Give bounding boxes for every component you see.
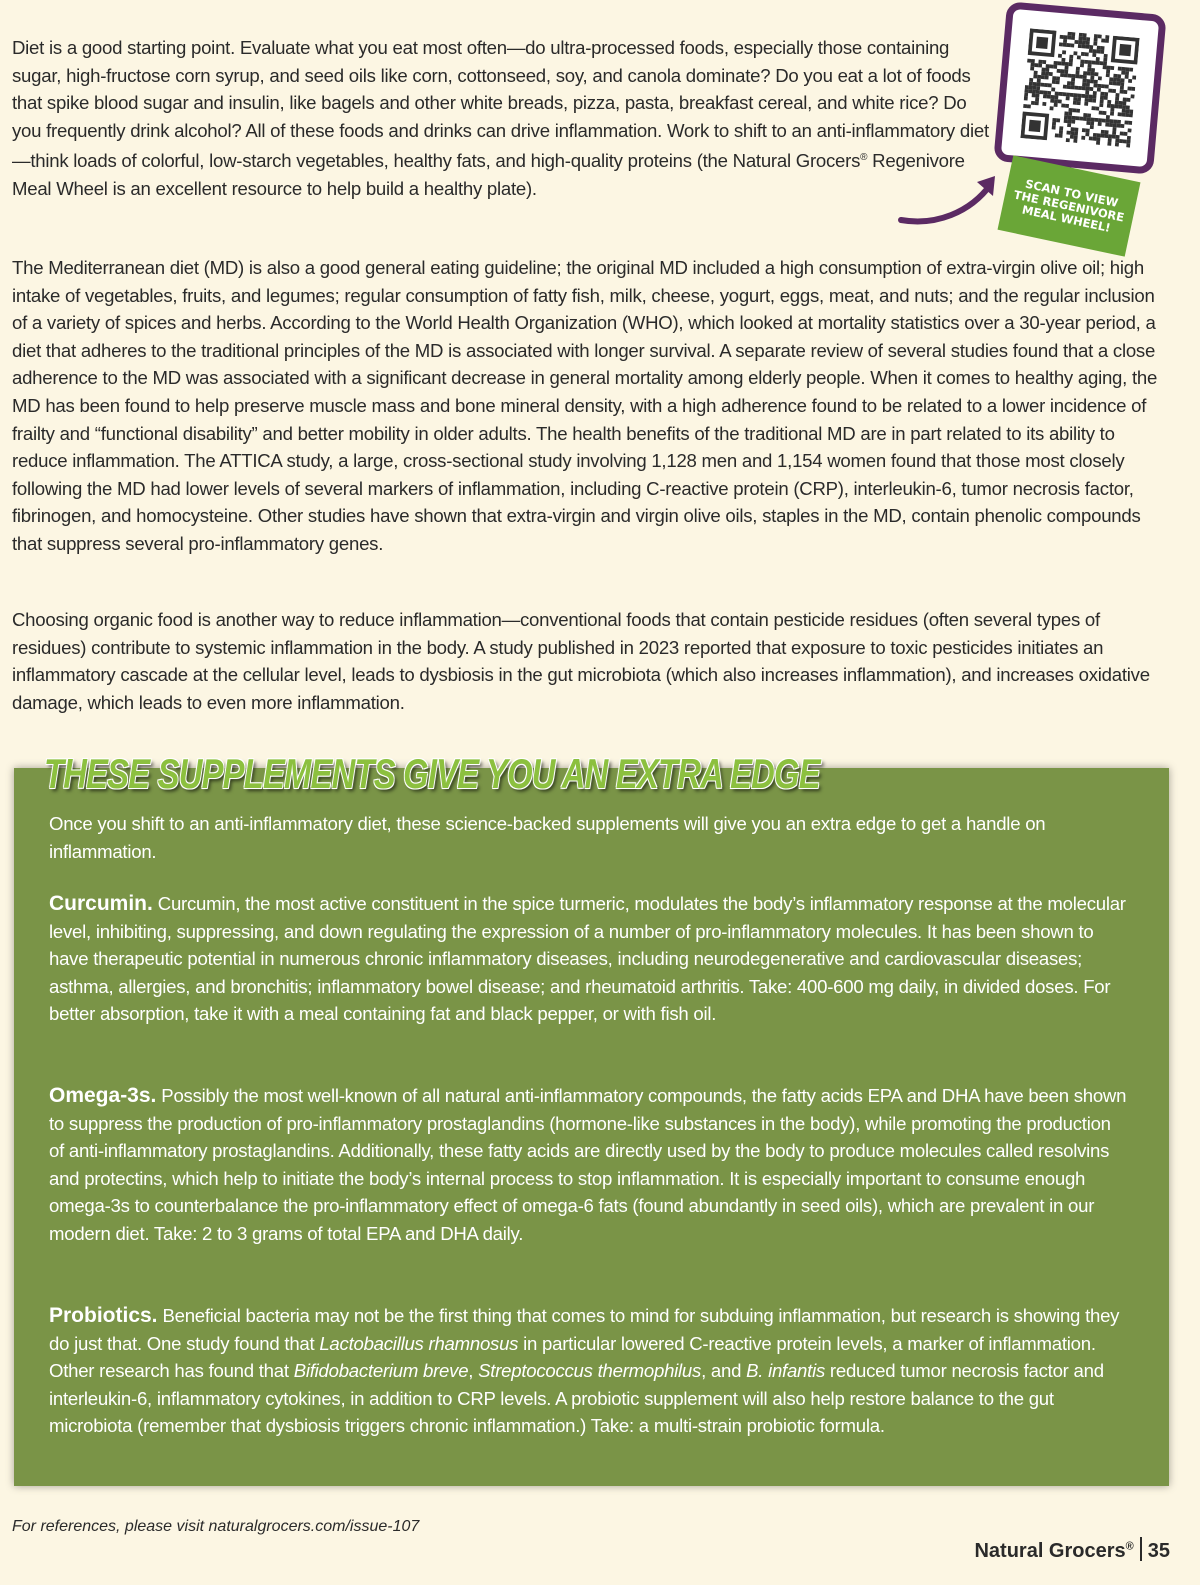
omega3-heading: Omega-3s.	[49, 1084, 157, 1107]
text-run: in particular lowered C-reactive protein levels, a marker of inflammation. Other research has found that	[49, 1332, 1096, 1382]
intro-paragraph	[12, 34, 997, 203]
text-run: reduced tumor necrosis factor and interleukin-6, inflammatory cytokines, in addition to CRP levels. A probiotic supplement will also help restore balance to the gut microbiota (remember that dysbiosis triggers chronic inflammation.) Take: a multi-strain probiotic formula.	[49, 1360, 1104, 1437]
species-name: Bifidobacterium breve	[293, 1360, 469, 1382]
mediterranean-paragraph: The Mediterranean diet (MD) is also a good general eating guideline; the original MD included a high consumption of extra-virgin olive oil; high intake of vegetables, fruits, and legumes; regular consumption of fatty fish, milk, cheese, yogurt, eggs, meat, and nuts; and the regular inclusion of a variety of spices and herbs. According to the World Health Organization (WHO), which looked at mortality statistics over a 30-year period, a diet that adheres to the traditional principles of the MD is associated with longer survival. A separate review of several studies found that a close adherence to the MD was associated with a significant decrease in general mortality among elderly people. When it comes to healthy aging, the MD has been found to help preserve muscle mass and bone mineral density, with a high adherence found to be related to a lower incidence of frailty and “functional disability” and better mobility in older adults. The health benefits of the traditional MD are in part related to its ability to reduce inflammation. The ATTICA study, a large, cross-sectional study involving 1,128 men and 1,154 women found that those most closely following the MD had lower levels of several markers of inflammation, including C-reactive protein (CRP), interleukin-6, tumor necrosis factor, fibrinogen, and homocysteine. Other studies have shown that extra-virgin and virgin olive oils, staples in the MD, contain phenolic compounds that suppress several pro-inflammatory genes.	[12, 257, 1158, 554]
text-run: ,	[468, 1360, 479, 1382]
curved-arrow-icon	[895, 168, 1005, 228]
curcumin-section	[49, 890, 1129, 1028]
text-run: Diet is a good starting point. Evaluate what you eat most often—do ultra-processed foods, especially those containing sugar, high-fructose corn syrup, and seed oils like corn, cottonseed, soy, and canola dominate? Do you eat a lot of foods that spike blood sugar and insulin, like bagels and other white breads, pizza, pasta, breakfast cereal, and white rice? Do you frequently drink alcohol? All of these foods and drinks can drive inflammation. Work to shift to an anti-inflammatory diet—think loads of colorful, low-starch vegetables, healthy fats, and high-quality proteins (the Natural Grocers	[12, 37, 989, 172]
organic-paragraph: Choosing organic food is another way to reduce inflammation—conventional foods that contain pesticide residues (often several types of residues) contribute to systemic inflammation in the body. A study published in 2023 reported that exposure to toxic pesticides initiates an inflammatory cascade at the cellular level, leads to dysbiosis in the gut microbiota (which also increases inflammation), and increases oxidative damage, which leads to even more inflammation.	[12, 609, 1150, 713]
registered-mark: ®	[860, 152, 868, 164]
qr-code-icon	[1020, 28, 1139, 147]
qr-code-card[interactable]	[993, 1, 1166, 174]
page-number: 35	[1147, 1540, 1170, 1562]
supplements-intro: Once you shift to an anti-inflammatory diet, these science-backed supplements will give you an extra edge to get a handle on inflammation.	[49, 813, 1046, 862]
text-run: Possibly the most well-known of all natural anti-inflammatory compounds, the fatty acids EPA and DHA have been shown to suppress the production of pro-inflammatory prostaglandins (hormone-like substances in the body), while promoting the production of anti-inflammatory prostaglandins. Additionally, these fatty acids are directly used by the body to produce molecules called resolvins and protectins, which help to initiate the body’s internal process to stop inflammation. It is especially important to consume enough omega-3s to counterbalance the pro-inflammatory effect of omega-6 fats (found abundantly in seed oils), which are prevalent in our modern diet. Take: 2 to 3 grams of total EPA and DHA daily.	[49, 1085, 1127, 1244]
probiotics-section	[49, 1302, 1129, 1440]
species-name: Lactobacillus rhamnosus	[319, 1332, 519, 1354]
footer-divider	[1140, 1537, 1142, 1561]
text-run: Regenivore Meal Wheel is an excellent resource to help build a healthy plate).	[12, 150, 965, 200]
probiotics-heading: Probiotics.	[49, 1304, 158, 1327]
curcumin-heading: Curcumin.	[49, 892, 153, 915]
omega3-section	[49, 1082, 1129, 1248]
supplements-title: THESE SUPPLEMENTS GIVE YOU AN EXTRA EDGE	[44, 750, 820, 797]
registered-mark: ®	[1125, 1540, 1134, 1553]
qr-label: SCAN TO VIEW THE REGENIVORE MEAL WHEEL!	[998, 155, 1141, 256]
brand-name: Natural Grocers	[974, 1540, 1126, 1562]
references-note: For references, please visit naturalgrocers.com/issue-107	[12, 1518, 420, 1535]
species-name: B. infantis	[746, 1360, 825, 1382]
text-run: , and	[701, 1360, 747, 1382]
text-run: Curcumin, the most active constituent in the spice turmeric, modulates the body’s inflammatory response at the molecular level, inhibiting, suppressing, and down regulating the expression of a number of pro-inflammatory molecules. It has been shown to have therapeutic potential in numerous chronic inflammatory diseases, including neurodegenerative and cardiovascular diseases; asthma, allergies, and bronchitis; inflammatory bowel disease; and rheumatoid arthritis. Take: 400-600 mg daily, in divided doses. For better absorption, take it with a meal containing fat and black pepper, or with fish oil.	[49, 893, 1126, 1025]
page-footer	[974, 1537, 1170, 1563]
species-name: Streptococcus thermophilus	[478, 1360, 702, 1382]
text-run: Beneficial bacteria may not be the first thing that comes to mind for subduing inflammation, but research is showing they do just that. One study found that	[49, 1305, 1120, 1354]
